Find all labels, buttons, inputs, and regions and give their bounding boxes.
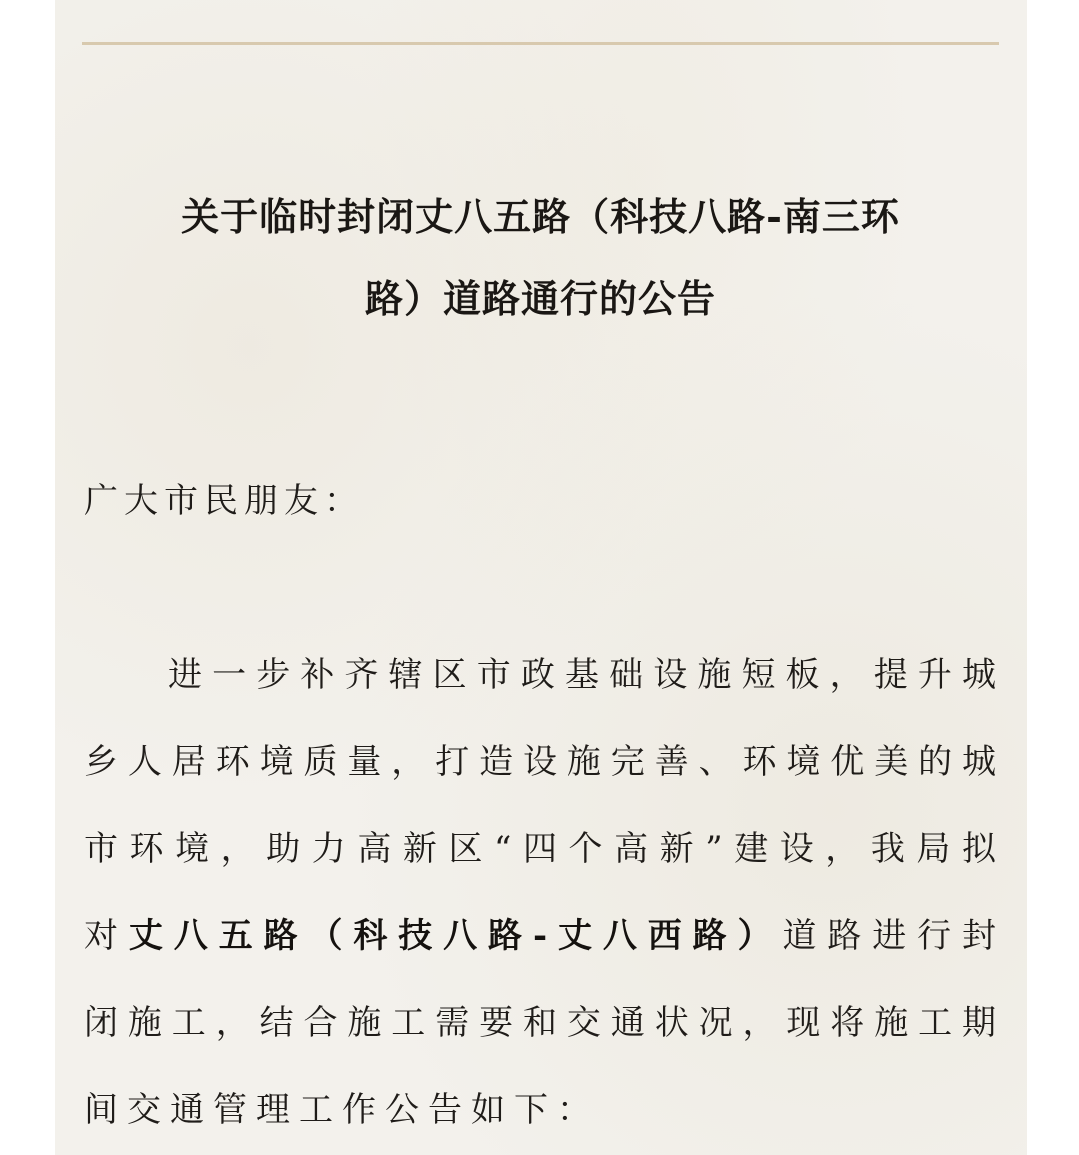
salutation: 广大市民朋友： <box>84 481 364 521</box>
notice-title-line-1: 关于临时封闭丈八五路（科技八路-南三环 <box>181 194 900 239</box>
body-line-3: 市环境，助力高新区“四个高新”建设，我局拟 <box>84 829 996 869</box>
body-line-2: 乡人居环境质量，打造设施完善、环境优美的城 <box>84 742 996 782</box>
top-divider <box>82 42 999 45</box>
paper-background <box>55 0 1027 1155</box>
body-line-4-prefix: 对 <box>84 916 129 956</box>
notice-title-line-2: 路）道路通行的公告 <box>364 276 716 321</box>
body-line-6: 间交通管理工作公告如下： <box>84 1090 600 1130</box>
body-line-5: 闭施工，结合施工需要和交通状况，现将施工期 <box>84 1003 996 1043</box>
road-section-bold: 丈八五路（科技八路-丈八西路） <box>128 916 783 956</box>
body-line-4-suffix: 道路进行封 <box>782 916 997 956</box>
body-line-1: 进一步补齐辖区市政基础设施短板，提升城 <box>168 655 996 695</box>
body-line-4 <box>84 908 996 957</box>
